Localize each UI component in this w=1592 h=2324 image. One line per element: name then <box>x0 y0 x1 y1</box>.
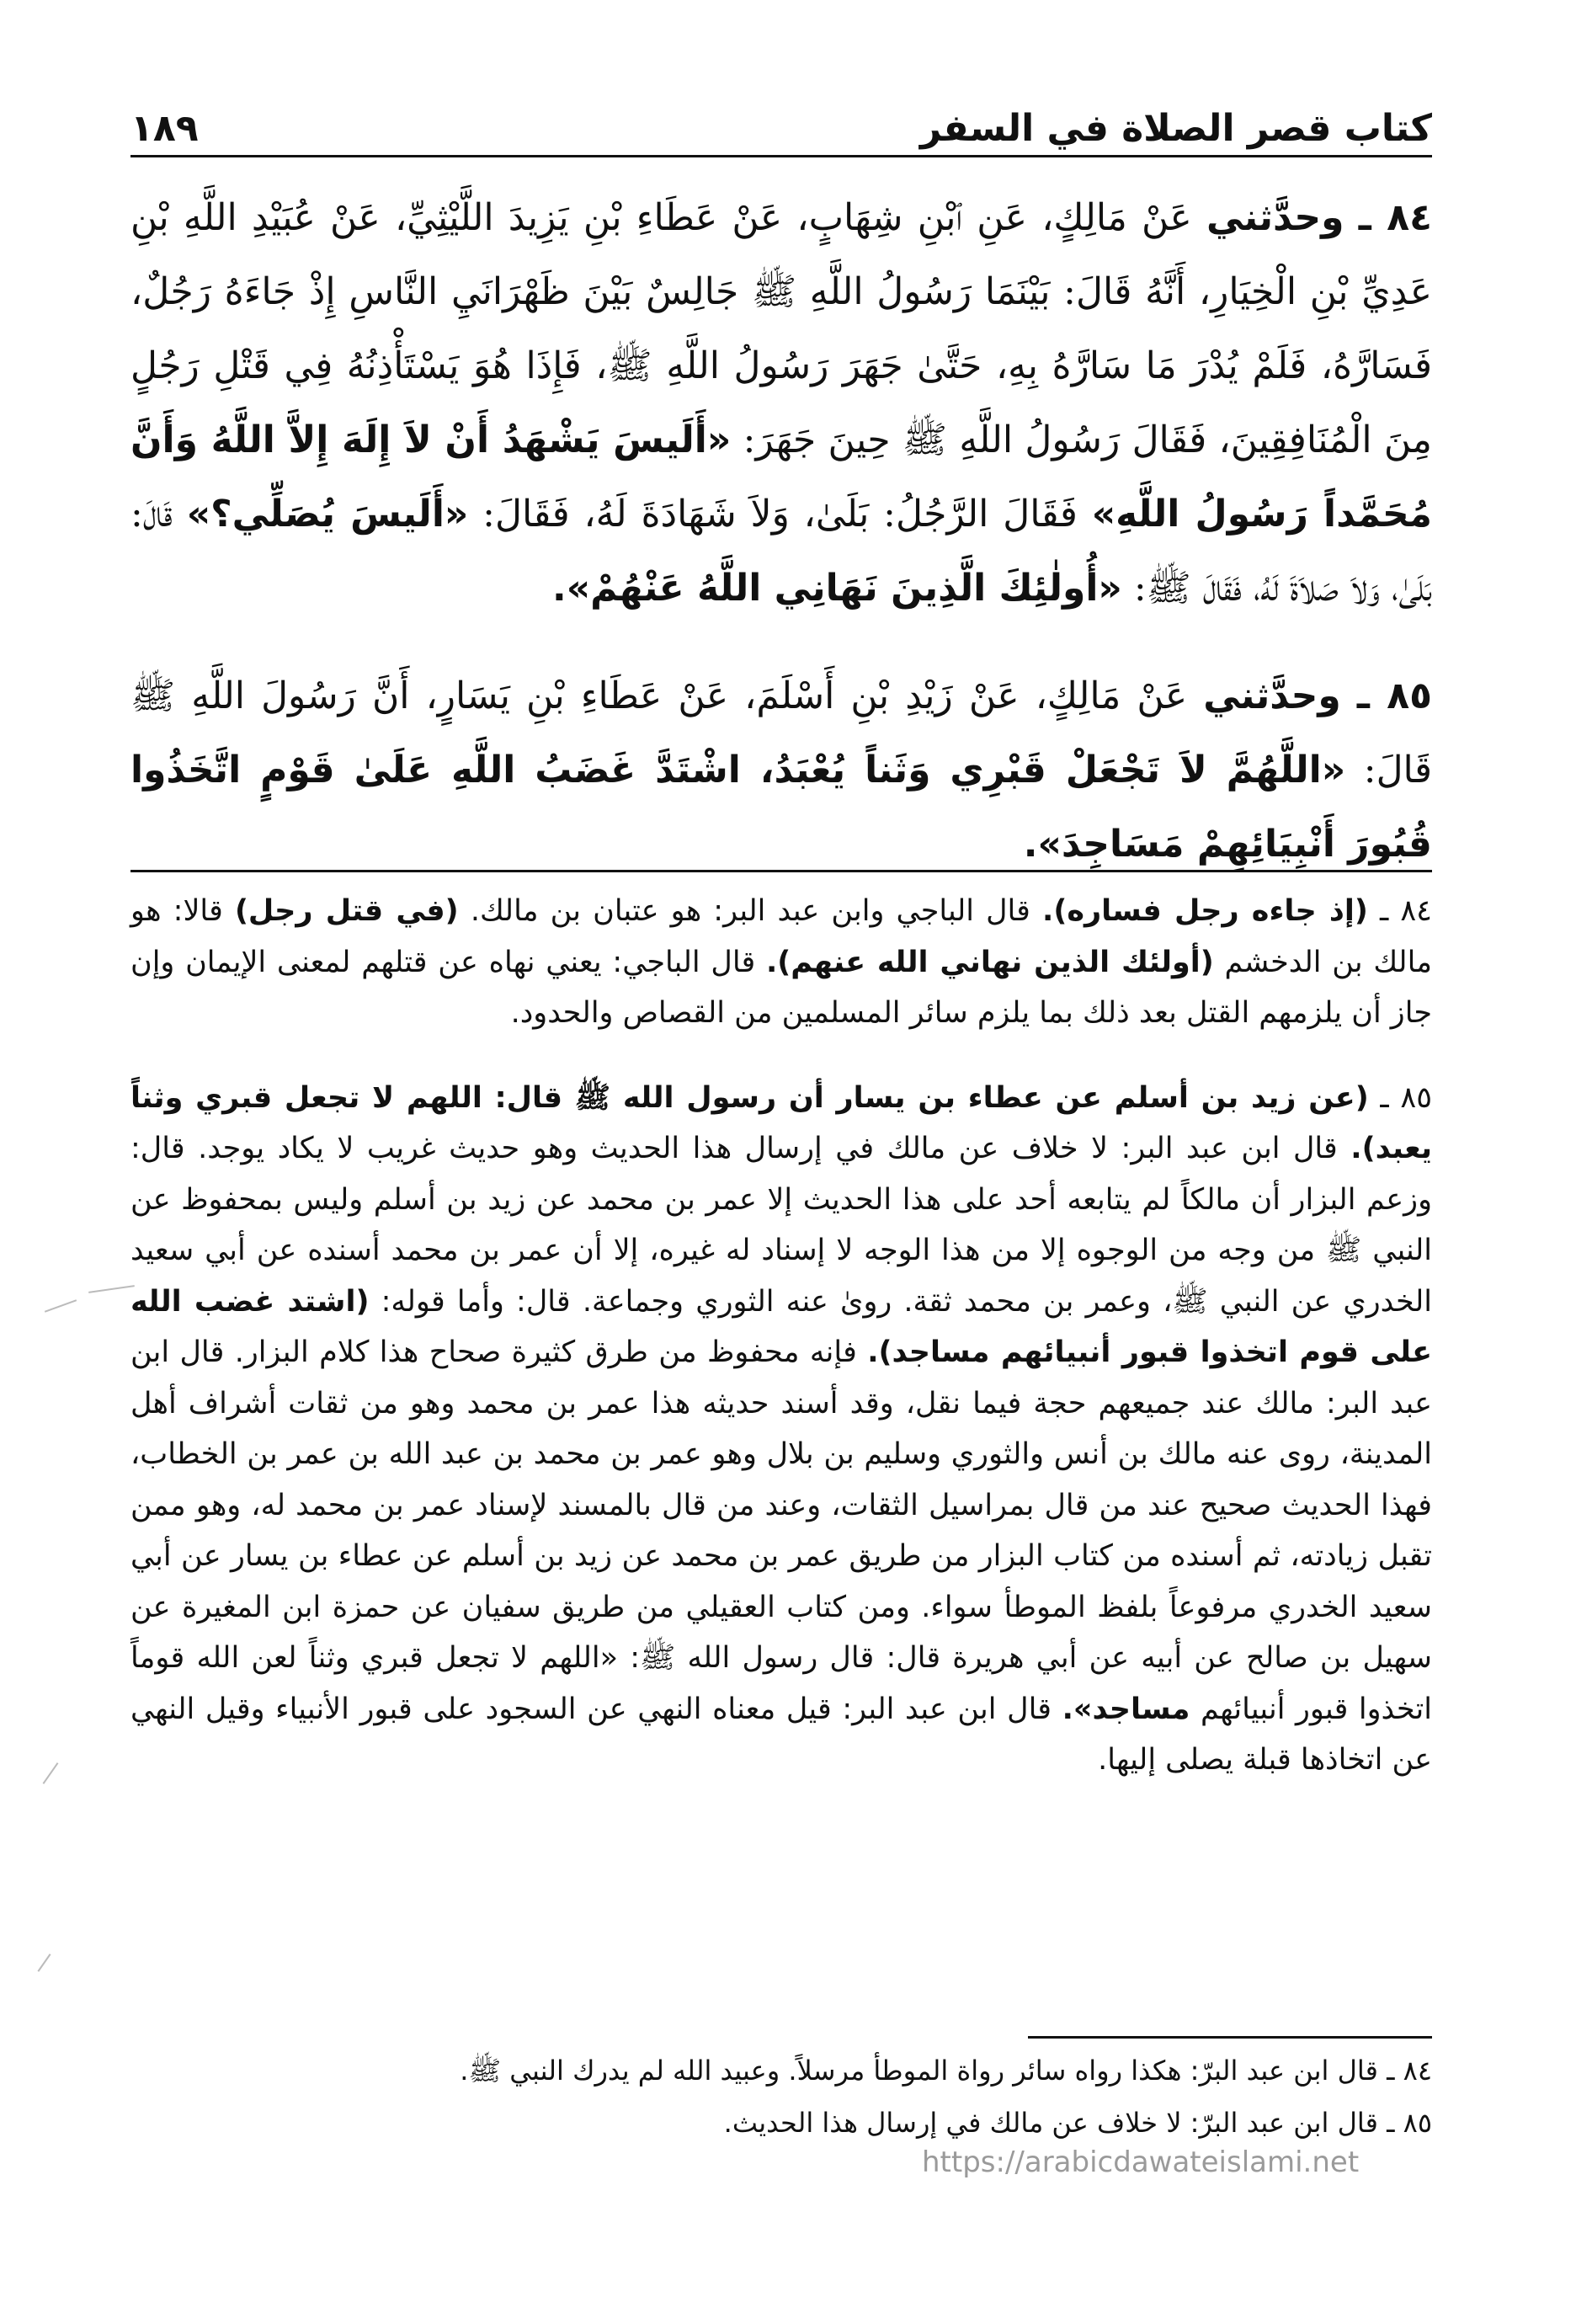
commentary-section <box>130 886 1432 1820</box>
header-rule <box>130 155 1432 157</box>
footnotes <box>130 2044 1432 2149</box>
footnote-85: ٨٥ ـ قال ابن عبد البرّ: لا خلاف عن مالك في إرسال هذا الحديث. <box>723 2107 1432 2139</box>
hadith-quote: «اللَّهُمَّ لاَ تَجْعَلْ قَبْرِي وَثَناً يُعْبَدُ، اشْتَدَّ غَضَبُ اللَّهِ عَلَىٰ قَوْمٍ اتَّخَذُوا قُبُورَ أَنْبِيَائِهِمْ مَسَاجِدَ». <box>130 749 1432 866</box>
commentary-lemma: (أولئك الذين نهاني الله عنهم). <box>766 945 1214 979</box>
commentary-segment: قالا: هو مالك بن الدخشم <box>130 894 1432 979</box>
commentary-segment: قال الباجي: يعني نهاه عن قتلهم لمعنى الإيمان وإن جاز أن يلزمهم القتل بعد ذلك بما يلزم سائر المسلمين من القصاص والحدود. <box>130 945 1432 1030</box>
hadith-segment: قَالَ: بَلَىٰ، وَلاَ صَلاَةَ لَهُ، فَقَالَ ﷺ: <box>130 493 1432 610</box>
text-commentary-divider <box>130 870 1432 872</box>
page-number: ١٨٩ <box>130 107 199 150</box>
commentary-lemma: (عن زيد بن أسلم عن عطاء بن يسار أن رسول الله ﷺ قال: اللهم لا تجعل قبري وثناً يعبد). <box>130 1080 1432 1165</box>
page-header <box>130 91 1432 150</box>
hadith-segment: فَقَالَ الرَّجُلُ: بَلَىٰ، وَلاَ شَهَادَةَ لَهُ، فَقَالَ: <box>482 493 1078 536</box>
hadith-segment: عَنْ مَالِكٍ، عَنْ زَيْدِ بْنِ أَسْلَمَ، عَنْ عَطَاءِ بْنِ يَسَارٍ، أَنَّ رَسُولَ اللَّهِ ﷺ قَالَ: <box>130 674 1432 792</box>
hadith-text <box>130 181 1432 915</box>
hadith-84 <box>130 181 1432 626</box>
margin-pencil-mark <box>45 1299 77 1313</box>
hadith-number: ٨٤ ـ <box>1358 196 1432 239</box>
commentary-lemma: (إذ جاءه رجل فساره). <box>1042 894 1368 928</box>
hadith-85 <box>130 659 1432 882</box>
hadith-segment: عَنْ مَالِكٍ، عَنِ ٱبْنِ شِهَابٍ، عَنْ عَطَاءِ بْنِ يَزِيدَ اللَّيْثِيِّ، عَنْ عُبَيْدِ اللَّهِ بْنِ عَدِيِّ بْنِ الْخِيَارِ، أَنَّهُ قَالَ: بَيْنَمَا رَسُولُ اللَّهِ ﷺ جَالِسٌ بَيْنَ ظَهْرَانَيِ النَّاسِ إِذْ جَاءَهُ رَجُلٌ، فَسَارَّهُ، فَلَمْ يُدْرَ مَا سَارَّهُ بِهِ، حَتَّىٰ جَهَرَ رَسُولُ اللَّهِ ﷺ، فَإِذَا هُوَ يَسْتَأْذِنُهُ فِي قَتْلِ رَجُلٍ مِنَ الْمُنَافِقِينَ، فَقَالَ رَسُولُ اللَّهِ ﷺ حِينَ جَهَرَ: <box>130 196 1432 461</box>
hadith-quote: «أَلَيسَ يُصَلِّي؟» <box>186 493 469 536</box>
commentary-segment: قال الباجي وابن عبد البر: هو عتبان بن مالك. <box>470 894 1030 928</box>
commentary-segment: قال ابن عبد البر: قيل معناه النهي عن السجود على قبور الأنبياء وقيل النهي عن اتخاذها قبلة يصلى إليها. <box>130 1692 1432 1777</box>
hadith-number: ٨٥ ـ <box>1356 674 1432 717</box>
footnote-rule <box>1028 2036 1432 2039</box>
commentary-lemma: مساجد». <box>1062 1692 1190 1726</box>
hadith-intro: وحدَّثني <box>1203 674 1341 717</box>
commentary-lemma: (في قتل رجل) <box>234 894 459 928</box>
margin-pencil-mark <box>88 1285 135 1293</box>
commentary-segment: فإنه محفوظ من طرق كثيرة صحاح هذا كلام البزار. قال ابن عبد البر: مالك عند جميعهم حجة فيما نقل، وقد أسند حديثه هذا عمر بن محمد وهو من ثقات أشراف أهل المدينة، روى عنه مالك بن أنس والثوري وسليم بن بلال وهو عمر بن محمد بن عبد الله بن عمر بن الخطاب، فهذا الحديث صحيح عند من قال بمراسيل الثقات، وعند من قال بالمسند لإسناد عمر بن محمد له، وهو ممن تقبل زيادته، ثم أسنده من كتاب البزار من طريق عمر بن محمد عن زيد بن أسلم عن عطاء بن يسار عن أبي سعيد الخدري مرفوعاً بلفظ الموطأ سواء. ومن كتاب العقيلي من طريق سفيان عن حمزة ابن المغيرة عن سهيل بن صالح عن أبيه عن أبي هريرة قال: قال رسول الله ﷺ: «اللهم لا تجعل قبري وثناً لعن الله قوماً اتخذوا قبور أنبيائهم <box>130 1335 1432 1726</box>
commentary-85 <box>130 1073 1432 1786</box>
watermark-url: https://arabicdawateislami.net <box>922 2145 1360 2179</box>
chapter-title: كتاب قصر الصلاة في السفر <box>919 107 1432 150</box>
commentary-number: ٨٥ ـ <box>1380 1080 1432 1115</box>
footnote-84: ٨٤ ـ قال ابن عبد البرّ: هكذا رواه سائر رواة الموطأ مرسلاً. وعبيد الله لم يدرك النبي ﷺ. <box>460 2055 1432 2087</box>
margin-pencil-mark <box>43 1762 59 1784</box>
commentary-lemma: (اشتد غضب الله على قوم اتخذوا قبور أنبيائهم مساجد). <box>130 1284 1432 1369</box>
hadith-quote: «أَلَيسَ يَشْهَدُ أَنْ لاَ إِلَهَ إِلاَّ اللَّهُ وَأَنَّ مُحَمَّداً رَسُولُ اللَّهِ» <box>130 418 1432 536</box>
hadith-intro: وحدَّثني <box>1206 196 1344 239</box>
hadith-quote: «أُولٰئِكَ الَّذِينَ نَهَانِي اللَّهُ عَنْهُمْ». <box>552 567 1122 610</box>
commentary-segment: قال ابن عبد البر: لا خلاف عن مالك في إرسال هذا الحديث وهو حديث غريب لا يكاد يوجد. قال: وزعم البزار أن مالكاً لم يتابعه أحد على هذا الحديث إلا عمر بن محمد عن زيد بن أسلم وليس بمحفوظ عن النبي ﷺ من وجه من الوجوه إلا من هذا الوجه لا إسناد له غيره، إلا أن عمر بن محمد أسنده عن أبي سعيد الخدري عن النبي ﷺ، وعمر بن محمد ثقة. روىٰ عنه الثوري وجماعة. قال: وأما قوله: <box>130 1132 1432 1319</box>
margin-pencil-mark <box>38 1954 51 1972</box>
commentary-number: ٨٤ ـ <box>1379 894 1432 928</box>
commentary-84 <box>130 886 1432 1039</box>
